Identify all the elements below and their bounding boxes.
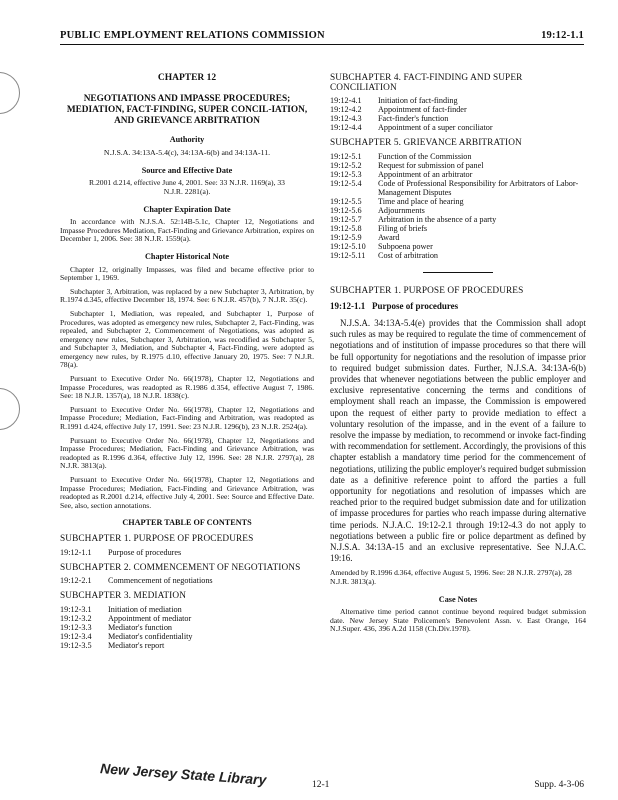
section-heading	[330, 302, 586, 312]
toc-list-sub5	[330, 152, 586, 260]
toc-row	[330, 105, 493, 114]
toc-title: Award	[378, 232, 400, 242]
toc-title: Request for submission of panel	[378, 160, 484, 170]
toc-row	[60, 623, 192, 632]
history-paragraph: Subchapter 1, Mediation, was repealed, and Subchapter 1, Purpose of Procedures, was adopted as emergency new rules, Subchapter 2, Fact-Finding, was repealed, and Subchapter 2, Commencement of Negotiations, was adopted as emergency new rules, Subchapter 3, Arbitration, was recodified as Subchapter 5, and Subchapter 3, Mediation, and Subchapter 4, Fact-Finding, were adopted as emergency new rules, by R.1975 d.10, effective January 20, 1975. See: 7 N.J.R. 78(a).	[60, 308, 314, 370]
toc-number: 19:12-5.9	[330, 232, 362, 242]
toc-title: Commencement of negotiations	[108, 576, 213, 586]
case-note-text: Alternative time period cannot continue beyond required budget submission date. New Jersey State Policemen's Benevolent Assn. v. East Orange, 164 N.J.Super. 436, 396 A.2d 1158 (Ch.Div.1978).	[330, 607, 586, 634]
toc-title: Function of the Commission	[378, 151, 472, 161]
toc-subchapter-5: SUBCHAPTER 5. GRIEVANCE ARBITRATION	[330, 138, 522, 149]
section-title: Purpose of procedures	[372, 301, 459, 312]
toc-list-sub4	[330, 96, 493, 132]
toc-title: Mediator's confidentiality	[108, 631, 193, 641]
toc-number: 19:12-3.3	[60, 622, 92, 632]
toc-title: Initiation of mediation	[108, 604, 182, 614]
chapter-number: CHAPTER 12	[157, 73, 217, 83]
toc-list-sub2	[60, 576, 213, 585]
historical-note-heading: Chapter Historical Note	[145, 251, 229, 261]
history-paragraph: Pursuant to Executive Order No. 66(1978), Chapter 12, Negotiations and Impasse Procedures; Mediation, Fact-Finding and Grievance Arbitration, was readopted as R.2001 d.214, effective July 4, 2001. See: Source and Effective Date. See, also, section annotations.	[60, 475, 314, 510]
toc-number: 19:12-4.4	[330, 123, 362, 133]
toc-row	[60, 576, 213, 585]
toc-number: 19:12-5.5	[330, 196, 362, 206]
toc-number: 19:12-3.1	[60, 604, 92, 614]
toc-number: 19:12-4.1	[330, 96, 362, 106]
toc-number: 19:12-4.3	[330, 114, 362, 124]
toc-number: 19:12-5.4	[330, 178, 362, 188]
toc-number: 19:12-5.11	[330, 250, 366, 260]
toc-number: 19:12-5.7	[330, 214, 362, 224]
toc-title: Mediator's function	[108, 622, 173, 632]
authority-heading: Authority	[169, 134, 205, 144]
toc-title: Subpoena power	[378, 241, 433, 251]
punch-hole-top	[0, 72, 20, 114]
toc-number: 19:12-5.8	[330, 223, 362, 233]
toc-subchapter-4: SUBCHAPTER 4. FACT-FINDING AND SUPER CONCILIATION	[330, 73, 523, 93]
amendment-note: Amended by R.1996 d.364, effective August 5, 1996. See: 28 N.J.R. 2797(a), 28 N.J.R. 3813(a).	[330, 568, 572, 587]
toc-number: 19:12-5.1	[330, 151, 362, 161]
toc-row	[330, 170, 586, 179]
toc-title: Mediator's report	[108, 640, 165, 650]
toc-title: Appointment of a super conciliator	[378, 123, 493, 133]
chapter-title: NEGOTIATIONS AND IMPASSE PROCEDURES; MEDIATION, FACT-FINDING, SUPER CONCIL-IATION, AND GRIEVANCE ARBITRATION	[66, 93, 308, 126]
toc-number: 19:12-5.3	[330, 169, 362, 179]
toc-row	[330, 161, 586, 170]
toc-title: Appointment of mediator	[108, 613, 192, 623]
history-paragraph: Pursuant to Executive Order No. 66(1978), Chapter 12, Negotiations and Impasse Procedures, was readopted as R.1986 d.354, effective August 7, 1986. See: 18 N.J.R. 1357(a), 18 N.J.R. 1838(c).	[60, 374, 314, 401]
toc-title: Purpose of procedures	[108, 547, 182, 557]
toc-row	[60, 632, 192, 641]
toc-title: Arbitration in the absence of a party	[378, 214, 497, 224]
expiration-text: In accordance with N.J.S.A. 52:14B-5.1c, Chapter 12, Negotiations and Impasse Procedures Mediation, Fact-Finding and Grievance Arbitration, expires on December 1, 2006. See: 38 N.J.R. 1559(a).	[60, 217, 314, 244]
toc-row	[330, 179, 586, 197]
history-paragraph: Subchapter 3, Arbitration, was replaced by a new Subchapter 3, Arbitration, by R.1974 d.345, effective December 18, 1974. See: 6 N.J.R. 457(b), 7 N.J.R. 35(c).	[60, 286, 314, 305]
supplement-date: Supp. 4-3-06	[534, 780, 584, 790]
toc-row	[330, 224, 586, 233]
toc-row	[330, 206, 586, 215]
toc-row	[330, 242, 586, 251]
toc-number: 19:12-5.2	[330, 160, 362, 170]
history-paragraph: Pursuant to Executive Order No. 66(1978), Chapter 12, Negotiations and Impasse Procedures; Mediation, Fact-Finding and Grievance Arbitration, was readopted as R.1996 d.364, effective July 12, 1996. See: 28 N.J.R. 2797(a), 28 N.J.R. 3813(a).	[60, 435, 314, 471]
case-notes-heading: Case Notes	[438, 594, 478, 604]
toc-subchapter-3: SUBCHAPTER 3. MEDIATION	[60, 591, 187, 602]
toc-list-sub3	[60, 605, 192, 650]
toc-title: Code of Professional Responsibility for Arbitrators of Labor-Management Disputes	[378, 178, 579, 197]
toc-list-sub1	[60, 548, 181, 557]
toc-row	[60, 605, 192, 614]
toc-row	[60, 614, 192, 623]
history-paragraph: Pursuant to Executive Order No. 66(1978), Chapter 12, Negotiations and Impasse Procedure; Mediation, Fact-Finding and Arbitration, was readopted as R.1991 d.424, effective July 17, 1991. See: 23 N.J.R. 1296(b), 23 N.J.R. 2524(a).	[60, 404, 314, 432]
toc-title: Cost of arbitration	[378, 250, 439, 260]
toc-row	[330, 233, 586, 242]
right-column	[330, 74, 586, 639]
toc-title: Initiation of fact-finding	[378, 96, 458, 106]
toc-subchapter-2: SUBCHAPTER 2. COMMENCEMENT OF NEGOTIATIONS	[60, 562, 301, 573]
toc-row	[330, 251, 586, 260]
toc-number: 19:12-3.2	[60, 613, 92, 623]
toc-title: Adjournments	[378, 205, 425, 215]
toc-number: 19:12-4.2	[330, 105, 362, 115]
section-number: 19:12-1.1	[330, 301, 366, 312]
divider-rule	[423, 272, 493, 273]
toc-number: 19:12-3.4	[60, 631, 92, 641]
toc-heading: CHAPTER TABLE OF CONTENTS	[122, 518, 252, 528]
history-paragraph: Chapter 12, originally Impasses, was filed and became effective prior to September 1, 1969.	[60, 264, 314, 283]
toc-number: 19:12-5.10	[330, 241, 366, 251]
toc-subchapter-1: SUBCHAPTER 1. PURPOSE OF PROCEDURES	[60, 533, 254, 544]
page-number: 12-1	[312, 780, 330, 790]
toc-row	[330, 123, 493, 132]
toc-row	[330, 152, 586, 161]
toc-title: Filing of briefs	[378, 223, 428, 233]
source-heading: Source and Effective Date	[141, 165, 233, 175]
toc-title: Fact-finder's function	[378, 114, 449, 124]
subchapter-1-heading: SUBCHAPTER 1. PURPOSE OF PROCEDURES	[330, 285, 524, 296]
toc-title: Appointment of fact-finder	[378, 105, 467, 115]
library-stamp: New Jersey State Library	[99, 760, 267, 788]
toc-row	[330, 197, 586, 206]
toc-row	[60, 641, 192, 650]
source-text: R.2001 d.214, effective June 4, 2001. See: 33 N.J.R. 1169(a), 33 N.J.R. 2281(a).	[89, 178, 285, 196]
toc-row	[330, 114, 493, 123]
header-section: 19:12-1.1	[541, 30, 584, 41]
authority-text: N.J.S.A. 34:13A-5.4(c), 34:13A-6(b) and 34:13A-11.	[103, 148, 271, 158]
toc-title: Appointment of an arbitrator	[378, 169, 473, 179]
running-header	[60, 28, 584, 45]
toc-row	[330, 96, 493, 105]
toc-number: 19:12-3.5	[60, 640, 92, 650]
expiration-heading: Chapter Expiration Date	[143, 204, 231, 214]
toc-number: 19:12-1.1	[60, 547, 92, 557]
toc-row	[60, 548, 181, 557]
toc-number: 19:12-2.1	[60, 576, 92, 586]
left-column	[60, 74, 314, 650]
toc-title: Time and place of hearing	[378, 196, 464, 206]
header-title: PUBLIC EMPLOYMENT RELATIONS COMMISSION	[60, 30, 325, 41]
toc-row	[330, 215, 586, 224]
punch-hole-bottom	[0, 388, 20, 430]
toc-number: 19:12-5.6	[330, 205, 362, 215]
section-body: N.J.S.A. 34:13A-5.4(e) provides that the Commission shall adopt such rules as may be required to regulate the time of commencement of negotiations and of institution of impasse procedures so that there will be full opportunity for negotiations and the resolution of impasse prior to required budget submission dates. Further, N.J.S.A. 34:13A-6(b) provides that whenever negotiations between the public employer and exclusive representative concerning the terms and conditions of employment shall reach an impasse, the Commission is empowered upon the request of either party to provide mediation to effect a voluntary resolution of the impasse, and in the event of a failure to resolve the impasse by mediation, to recommend or invoke fact-finding with recommendation for settlement. Accordingly, the provisions of this chapter establish a mandatory time period for the commencement of negotiations, utilizing the public employer's required budget submission date as a definitive reference point to afford the parties a full opportunity for negotiations and resolution of impasses which are reached prior to the required budget submission date and for utilization of impasse procedures for parties who reach impasse during alternative time periods. N.J.A.C. 19:12-2.1 through 19:12-4.3 do not apply to negotiations between a public fire or police department as defined by N.J.S.A. 34:13A-15 and an exclusive representative. See N.J.A.C. 19:16.	[330, 317, 586, 564]
